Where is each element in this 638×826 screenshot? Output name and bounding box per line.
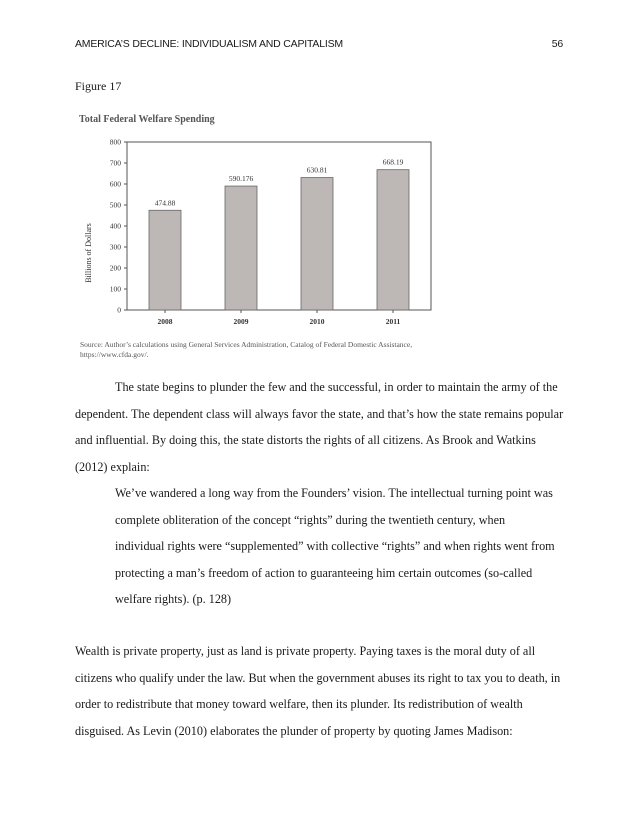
bar-chart bbox=[75, 108, 475, 358]
y-tick-label: 200 bbox=[109, 263, 121, 273]
x-tick-label: 2011 bbox=[385, 317, 401, 326]
y-axis-label: Billions of Dollars bbox=[84, 223, 93, 283]
figure-source bbox=[80, 340, 480, 360]
page-number: 56 bbox=[551, 38, 563, 50]
x-tick-label: 2008 bbox=[157, 317, 173, 326]
chart-svg bbox=[75, 108, 475, 338]
block-quote: We’ve wandered a long way from the Founders’ vision. The intellectual turning point was complete obliteration of the concept “rights” during the twentieth century, when individual rights were “supplemented” with collective “rights” and when rights went from protecting a man’s freedom of action to guaranteeing him certain outcomes (so-called welfare rights). (p. 128) bbox=[115, 486, 555, 606]
source-line-2: https://www.cfda.gov/. bbox=[80, 350, 149, 359]
x-tick-label: 2010 bbox=[309, 317, 325, 326]
plot-area bbox=[110, 138, 431, 327]
y-tick-label: 600 bbox=[109, 179, 121, 189]
bar bbox=[301, 178, 333, 310]
body-paragraph-1: The state begins to plunder the few and the successful, in order to maintain the army of the dependent. The dependent class will always favor the state, and that’s how the state remains popular and influential. By doing this, the state distorts the rights of all citizens. As Brook and Watkins (2012) explain: bbox=[75, 380, 564, 474]
running-header bbox=[75, 38, 563, 52]
y-tick-label: 300 bbox=[109, 242, 121, 252]
data-label: 474.88 bbox=[154, 198, 176, 208]
y-tick-label: 400 bbox=[109, 221, 121, 231]
y-tick-label: 500 bbox=[109, 200, 121, 210]
data-label: 590.176 bbox=[228, 174, 254, 184]
bar bbox=[149, 210, 181, 310]
source-line-1: Source: Author’s calculations using General Services Administration, Catalog of Federal Domestic Assistance, bbox=[80, 340, 413, 349]
bar bbox=[377, 170, 409, 310]
bar bbox=[225, 186, 257, 310]
y-tick-label: 100 bbox=[109, 284, 121, 294]
y-tick-label: 700 bbox=[109, 158, 121, 168]
data-label: 668.19 bbox=[382, 157, 404, 167]
running-title: AMERICA’S DECLINE: INDIVIDUALISM AND CAPITALISM bbox=[75, 38, 343, 50]
figure-label: Figure 17 bbox=[75, 79, 122, 93]
data-label: 630.81 bbox=[306, 165, 328, 175]
body-paragraph-2: Wealth is private property, just as land is private property. Paying taxes is the moral duty of all citizens who qualify under the law. But when the government abuses its right to tax you to death, in order to redistribute that money toward welfare, then its plunder. Its redistribution of wealth disguised. As Levin (2010) elaborates the plunder of property by quoting James Madison: bbox=[75, 644, 561, 738]
y-tick-label: 0 bbox=[117, 305, 121, 315]
x-tick-label: 2009 bbox=[233, 317, 249, 326]
y-tick-label: 800 bbox=[109, 137, 121, 147]
chart-title: Total Federal Welfare Spending bbox=[79, 114, 215, 125]
